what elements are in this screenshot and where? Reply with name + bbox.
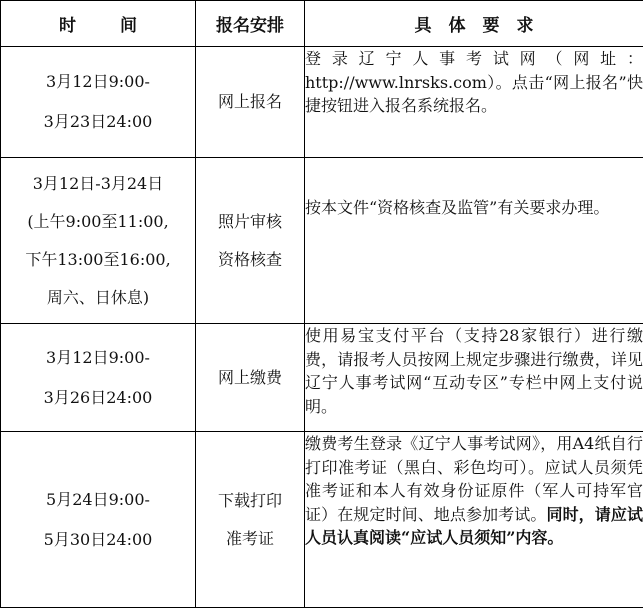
time-line: 5月30日24:00 <box>43 529 153 549</box>
time-line: (上午9:00至11:00, <box>27 211 169 231</box>
time-cell <box>1 324 196 432</box>
requirement-cell <box>305 158 643 324</box>
requirement-text: 使用易宝支付平台（支持28家银行）进行缴费，请报考人员按网上规定步骤进行缴费，详见辽宁人事考试网“互动专区”专栏中网上支付说明。 <box>305 326 643 416</box>
requirement-text: 登录辽宁人事考试网（网址：http://www.lnrsks.com）。点击“网上报名”快捷按钮进入报名系统报名。 <box>305 49 643 115</box>
arrangement-line: 网上缴费 <box>217 367 282 387</box>
arrangement-line: 网上报名 <box>217 92 282 111</box>
table-row <box>1 47 643 158</box>
time-line: 3月23日24:00 <box>43 112 153 131</box>
time-line: 3月12日-3月24日 <box>32 173 164 193</box>
time-cell <box>1 432 196 608</box>
time-line: 3月12日9:00- <box>46 347 150 367</box>
arrangement-line: 资格核查 <box>217 249 282 269</box>
header-time: 时 间 <box>1 1 196 47</box>
time-cell <box>1 47 196 158</box>
time-line: 下午13:00至16:00, <box>25 249 171 269</box>
header-arrangement: 报名安排 <box>196 1 305 47</box>
time-line: 5月24日9:00- <box>46 489 150 509</box>
requirement-text: 按本文件“资格核查及监管”有关要求办理。 <box>305 198 610 217</box>
table-row <box>1 158 643 324</box>
arrangement-cell <box>196 47 305 158</box>
time-cell <box>1 158 196 324</box>
arrangement-line: 照片审核 <box>217 211 282 231</box>
arrangement-cell <box>196 158 305 324</box>
table-row <box>1 324 643 432</box>
requirement-cell <box>305 432 643 608</box>
arrangement-cell <box>196 432 305 608</box>
time-line: 3月12日9:00- <box>46 72 150 91</box>
requirement-text: 缴费考生登录《辽宁人事考试网》，用A4纸自行打印准考证（黑白、彩色均可）。应试人员须凭准考证和本人有效身份证原件（军人可持军官证）在规定时间、地点参加考试。 <box>305 434 643 524</box>
arrangement-line: 准考证 <box>225 528 274 548</box>
requirement-bold-text: 同时，请应试人员认真阅读“应试人员须知”内容。 <box>305 504 643 547</box>
header-row <box>1 1 643 47</box>
table-row <box>1 432 643 608</box>
time-line: 3月26日24:00 <box>43 387 153 407</box>
requirement-cell <box>305 47 643 158</box>
header-requirements: 具 体 要 求 <box>305 1 643 47</box>
requirement-cell <box>305 324 643 432</box>
time-line: 周六、日休息) <box>46 287 150 307</box>
arrangement-cell <box>196 324 305 432</box>
arrangement-line: 下载打印 <box>217 490 282 510</box>
